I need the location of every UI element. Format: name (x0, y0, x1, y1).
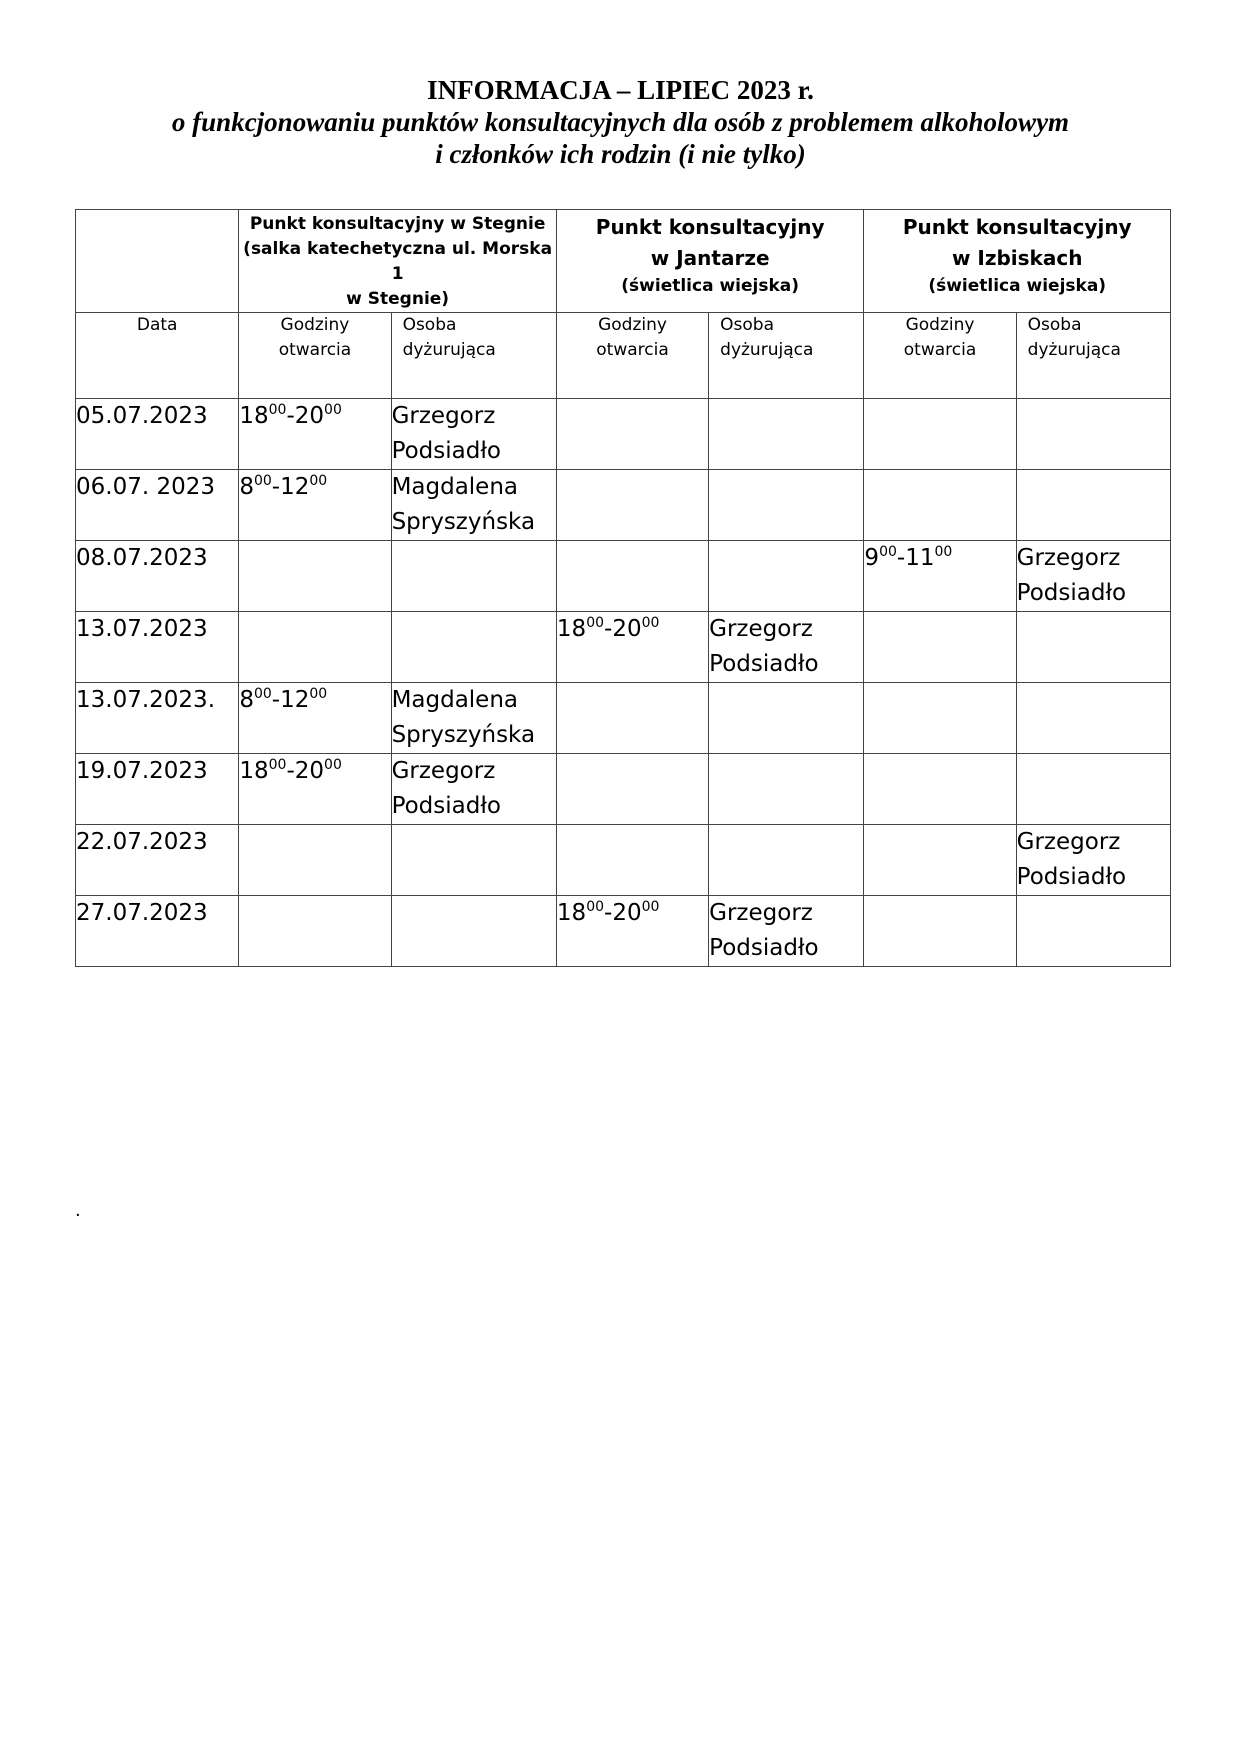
person-cell-stegna (391, 612, 556, 683)
person-cell-izbiska (1016, 399, 1170, 470)
location-stegna-line-3: w Stegnie) (346, 289, 450, 309)
table-row (76, 825, 1171, 896)
hours-cell-izbiska (864, 754, 1016, 825)
hours-cell-jantar (556, 754, 708, 825)
column-header-person-label-1: Osoba (720, 315, 775, 335)
hours-cell-stegna: $8^{00}-12^{00}$ (239, 683, 391, 754)
person-cell-jantar (709, 683, 864, 754)
column-header-hours-label-1: Godziny (598, 315, 667, 335)
hours-cell-stegna (239, 612, 391, 683)
document-heading (0, 74, 1241, 170)
hours-cell-stegna: $8^{00}-12^{00}$ (239, 470, 391, 541)
column-header-person-label-2: dyżurująca (402, 340, 496, 360)
table-row (76, 541, 1171, 612)
location-header-row (76, 210, 1171, 313)
location-stegna-line-2: (salka katechetyczna ul. Morska 1 (243, 239, 553, 284)
column-header-person-stegna (391, 313, 556, 399)
column-header-person-label-1: Osoba (1027, 315, 1082, 335)
hours-cell-stegna (239, 825, 391, 896)
date-cell: 13.07.2023. (76, 683, 239, 754)
location-izbiska-line-3: (świetlica wiejska) (928, 276, 1107, 296)
column-header-person-izbiska (1016, 313, 1170, 399)
hours-cell-stegna: $18^{00}-20^{00}$ (239, 754, 391, 825)
column-header-hours-label-1: Godziny (905, 315, 975, 335)
person-cell-stegna (391, 896, 556, 967)
person-cell-izbiska: Grzegorz Podsiadło (1016, 541, 1170, 612)
column-header-row (76, 313, 1171, 399)
person-cell-izbiska (1016, 754, 1170, 825)
hours-cell-jantar: $18^{00}-20^{00}$ (556, 612, 708, 683)
date-cell: 08.07.2023 (76, 541, 239, 612)
location-izbiska-line-1: Punkt konsultacyjny (902, 215, 1132, 239)
hours-cell-jantar (556, 399, 708, 470)
hours-cell-izbiska (864, 399, 1016, 470)
table-row (76, 399, 1171, 470)
column-header-person-label-1: Osoba (402, 315, 457, 335)
hours-cell-jantar (556, 541, 708, 612)
hours-cell-izbiska (864, 612, 1016, 683)
person-cell-stegna: Grzegorz Podsiadło (391, 754, 556, 825)
hours-cell-izbiska: $9^{00}-11^{00}$ (864, 541, 1016, 612)
hours-cell-izbiska (864, 470, 1016, 541)
person-cell-stegna (391, 825, 556, 896)
column-header-date-label: Data (136, 315, 178, 335)
column-header-hours-izbiska (864, 313, 1016, 399)
person-cell-stegna: Magdalena Spryszyńska (391, 683, 556, 754)
person-cell-jantar (709, 754, 864, 825)
hours-cell-jantar (556, 470, 708, 541)
location-izbiska-line-2: w Izbiskach (951, 246, 1083, 270)
person-cell-jantar (709, 470, 864, 541)
person-cell-izbiska (1016, 470, 1170, 541)
location-stegna-line-1: Punkt konsultacyjny w Stegnie (249, 214, 546, 234)
location-jantar-line-3: (świetlica wiejska) (621, 276, 800, 296)
hours-cell-izbiska (864, 896, 1016, 967)
person-cell-stegna: Grzegorz Podsiadło (391, 399, 556, 470)
date-cell: 27.07.2023 (76, 896, 239, 967)
person-cell-izbiska: Grzegorz Podsiadło (1016, 825, 1170, 896)
column-header-hours-jantar (556, 313, 708, 399)
person-cell-stegna: Magdalena Spryszyńska (391, 470, 556, 541)
hours-cell-jantar: $18^{00}-20^{00}$ (556, 896, 708, 967)
hours-cell-izbiska (864, 825, 1016, 896)
person-cell-jantar (709, 399, 864, 470)
location-header-stegna (239, 210, 557, 313)
column-header-person-label-2: dyżurująca (1027, 340, 1121, 360)
person-cell-jantar (709, 541, 864, 612)
column-header-hours-label-2: otwarcia (596, 340, 669, 360)
hours-cell-jantar (556, 683, 708, 754)
date-cell: 22.07.2023 (76, 825, 239, 896)
schedule-table (75, 209, 1171, 967)
person-cell-izbiska (1016, 896, 1170, 967)
column-header-hours-stegna (239, 313, 391, 399)
date-cell: 13.07.2023 (76, 612, 239, 683)
hours-cell-izbiska (864, 683, 1016, 754)
hours-cell-stegna (239, 541, 391, 612)
location-header-jantar (556, 210, 864, 313)
column-header-hours-label-2: otwarcia (903, 340, 977, 360)
hours-cell-jantar (556, 825, 708, 896)
table-row (76, 896, 1171, 967)
footer-mark: . (75, 1200, 81, 1221)
document-title: INFORMACJA – LIPIEC 2023 r. (427, 75, 814, 105)
person-cell-izbiska (1016, 612, 1170, 683)
hours-cell-stegna: $18^{00}-20^{00}$ (239, 399, 391, 470)
table-row (76, 754, 1171, 825)
date-cell: 06.07. 2023 (76, 470, 239, 541)
hours-cell-stegna (239, 896, 391, 967)
person-cell-jantar (709, 825, 864, 896)
date-cell: 19.07.2023 (76, 754, 239, 825)
column-header-hours-label-1: Godziny (280, 315, 350, 335)
column-header-date (76, 313, 239, 399)
table-row (76, 683, 1171, 754)
person-cell-jantar: Grzegorz Podsiadło (709, 896, 864, 967)
person-cell-izbiska (1016, 683, 1170, 754)
document-subtitle-line-1: o funkcjonowaniu punktów konsultacyjnych dla osób z problemem alkoholowym (171, 107, 1070, 137)
date-cell: 05.07.2023 (76, 399, 239, 470)
person-cell-stegna (391, 541, 556, 612)
column-header-person-label-2: dyżurująca (720, 340, 814, 360)
person-cell-jantar: Grzegorz Podsiadło (709, 612, 864, 683)
column-header-person-jantar (709, 313, 864, 399)
document-subtitle-line-2: i członków ich rodzin (i nie tylko) (435, 139, 806, 169)
location-jantar-line-1: Punkt konsultacyjny (595, 215, 825, 239)
table-row (76, 470, 1171, 541)
location-header-izbiska (864, 210, 1171, 313)
location-jantar-line-2: w Jantarze (650, 246, 770, 270)
header-empty-cell (76, 210, 239, 313)
column-header-hours-label-2: otwarcia (278, 340, 352, 360)
table-row (76, 612, 1171, 683)
